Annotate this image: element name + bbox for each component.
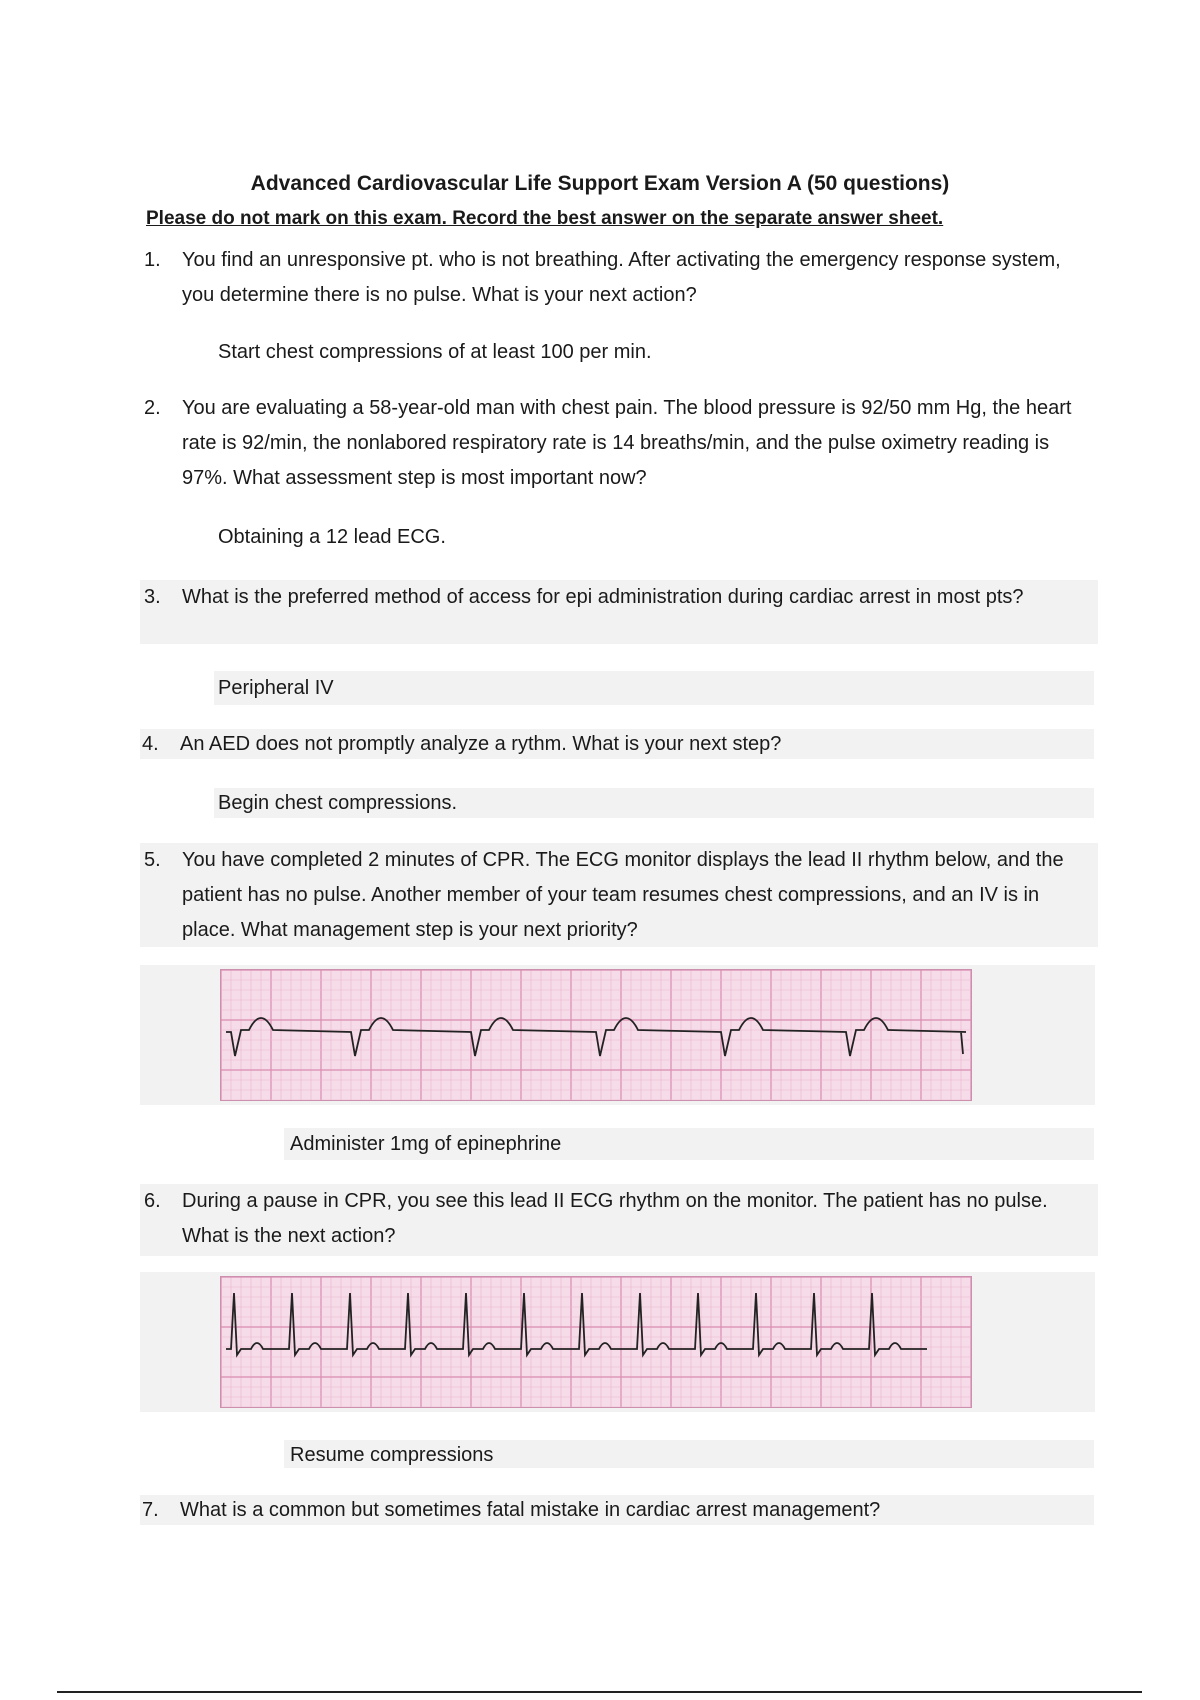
question-6 xyxy=(140,1184,1098,1256)
ecg-trace-1 xyxy=(226,1018,966,1056)
exam-title: Advanced Cardiovascular Life Support Exam Version A (50 questions) xyxy=(250,172,950,195)
answer-3-band xyxy=(214,671,1094,705)
question-text: You find an unresponsive pt. who is not breathing. After activating the emergency response system, you determine there is no pulse. What is your next action? xyxy=(182,249,1061,306)
question-1 xyxy=(144,243,1094,313)
page-bottom-rule xyxy=(57,1691,1142,1693)
exam-instruction: Please do not mark on this exam. Record the best answer on the separate answer sheet. xyxy=(146,208,944,229)
question-number: 1. xyxy=(144,249,161,271)
answer-4: Begin chest compressions. xyxy=(218,792,458,814)
ecg-strip-2 xyxy=(220,1276,972,1408)
answer-6: Resume compressions xyxy=(290,1444,494,1466)
question-text: You are evaluating a 58-year-old man with chest pain. The blood pressure is 92/50 mm Hg, the heart rate is 92/min, the nonlabored respiratory rate is 14 breaths/min, and the pulse oximetry reading is 97%. What assessment step is most important now? xyxy=(182,397,1072,489)
question-3 xyxy=(140,580,1098,644)
question-4 xyxy=(142,727,1092,762)
question-number: 2. xyxy=(144,397,161,419)
ecg-strip-1 xyxy=(220,969,972,1101)
question-number: 3. xyxy=(144,586,161,608)
question-5 xyxy=(140,843,1098,947)
question-number: 4. xyxy=(142,733,159,755)
question-2 xyxy=(144,391,1094,496)
answer-2: Obtaining a 12 lead ECG. xyxy=(218,526,446,548)
question-text: What is the preferred method of access for epi administration during cardiac arrest in most pts? xyxy=(182,586,1024,608)
question-text: During a pause in CPR, you see this lead II ECG rhythm on the monitor. The patient has no pulse. What is the next action? xyxy=(182,1190,1048,1247)
question-number: 7. xyxy=(142,1499,159,1521)
answer-1: Start chest compressions of at least 100 per min. xyxy=(218,341,652,363)
answer-5: Administer 1mg of epinephrine xyxy=(290,1133,562,1155)
question-text: An AED does not promptly analyze a rythm. What is your next step? xyxy=(180,733,782,755)
answer-3: Peripheral IV xyxy=(218,677,334,699)
question-number: 5. xyxy=(144,849,161,871)
question-text: You have completed 2 minutes of CPR. The ECG monitor displays the lead II rhythm below, and the patient has no pulse. Another member of your team resumes chest compressions, and an IV is in place. What management step is your next priority? xyxy=(182,849,1064,941)
question-text: What is a common but sometimes fatal mistake in cardiac arrest management? xyxy=(180,1499,881,1521)
question-7 xyxy=(142,1493,1092,1528)
question-number: 6. xyxy=(144,1190,161,1212)
